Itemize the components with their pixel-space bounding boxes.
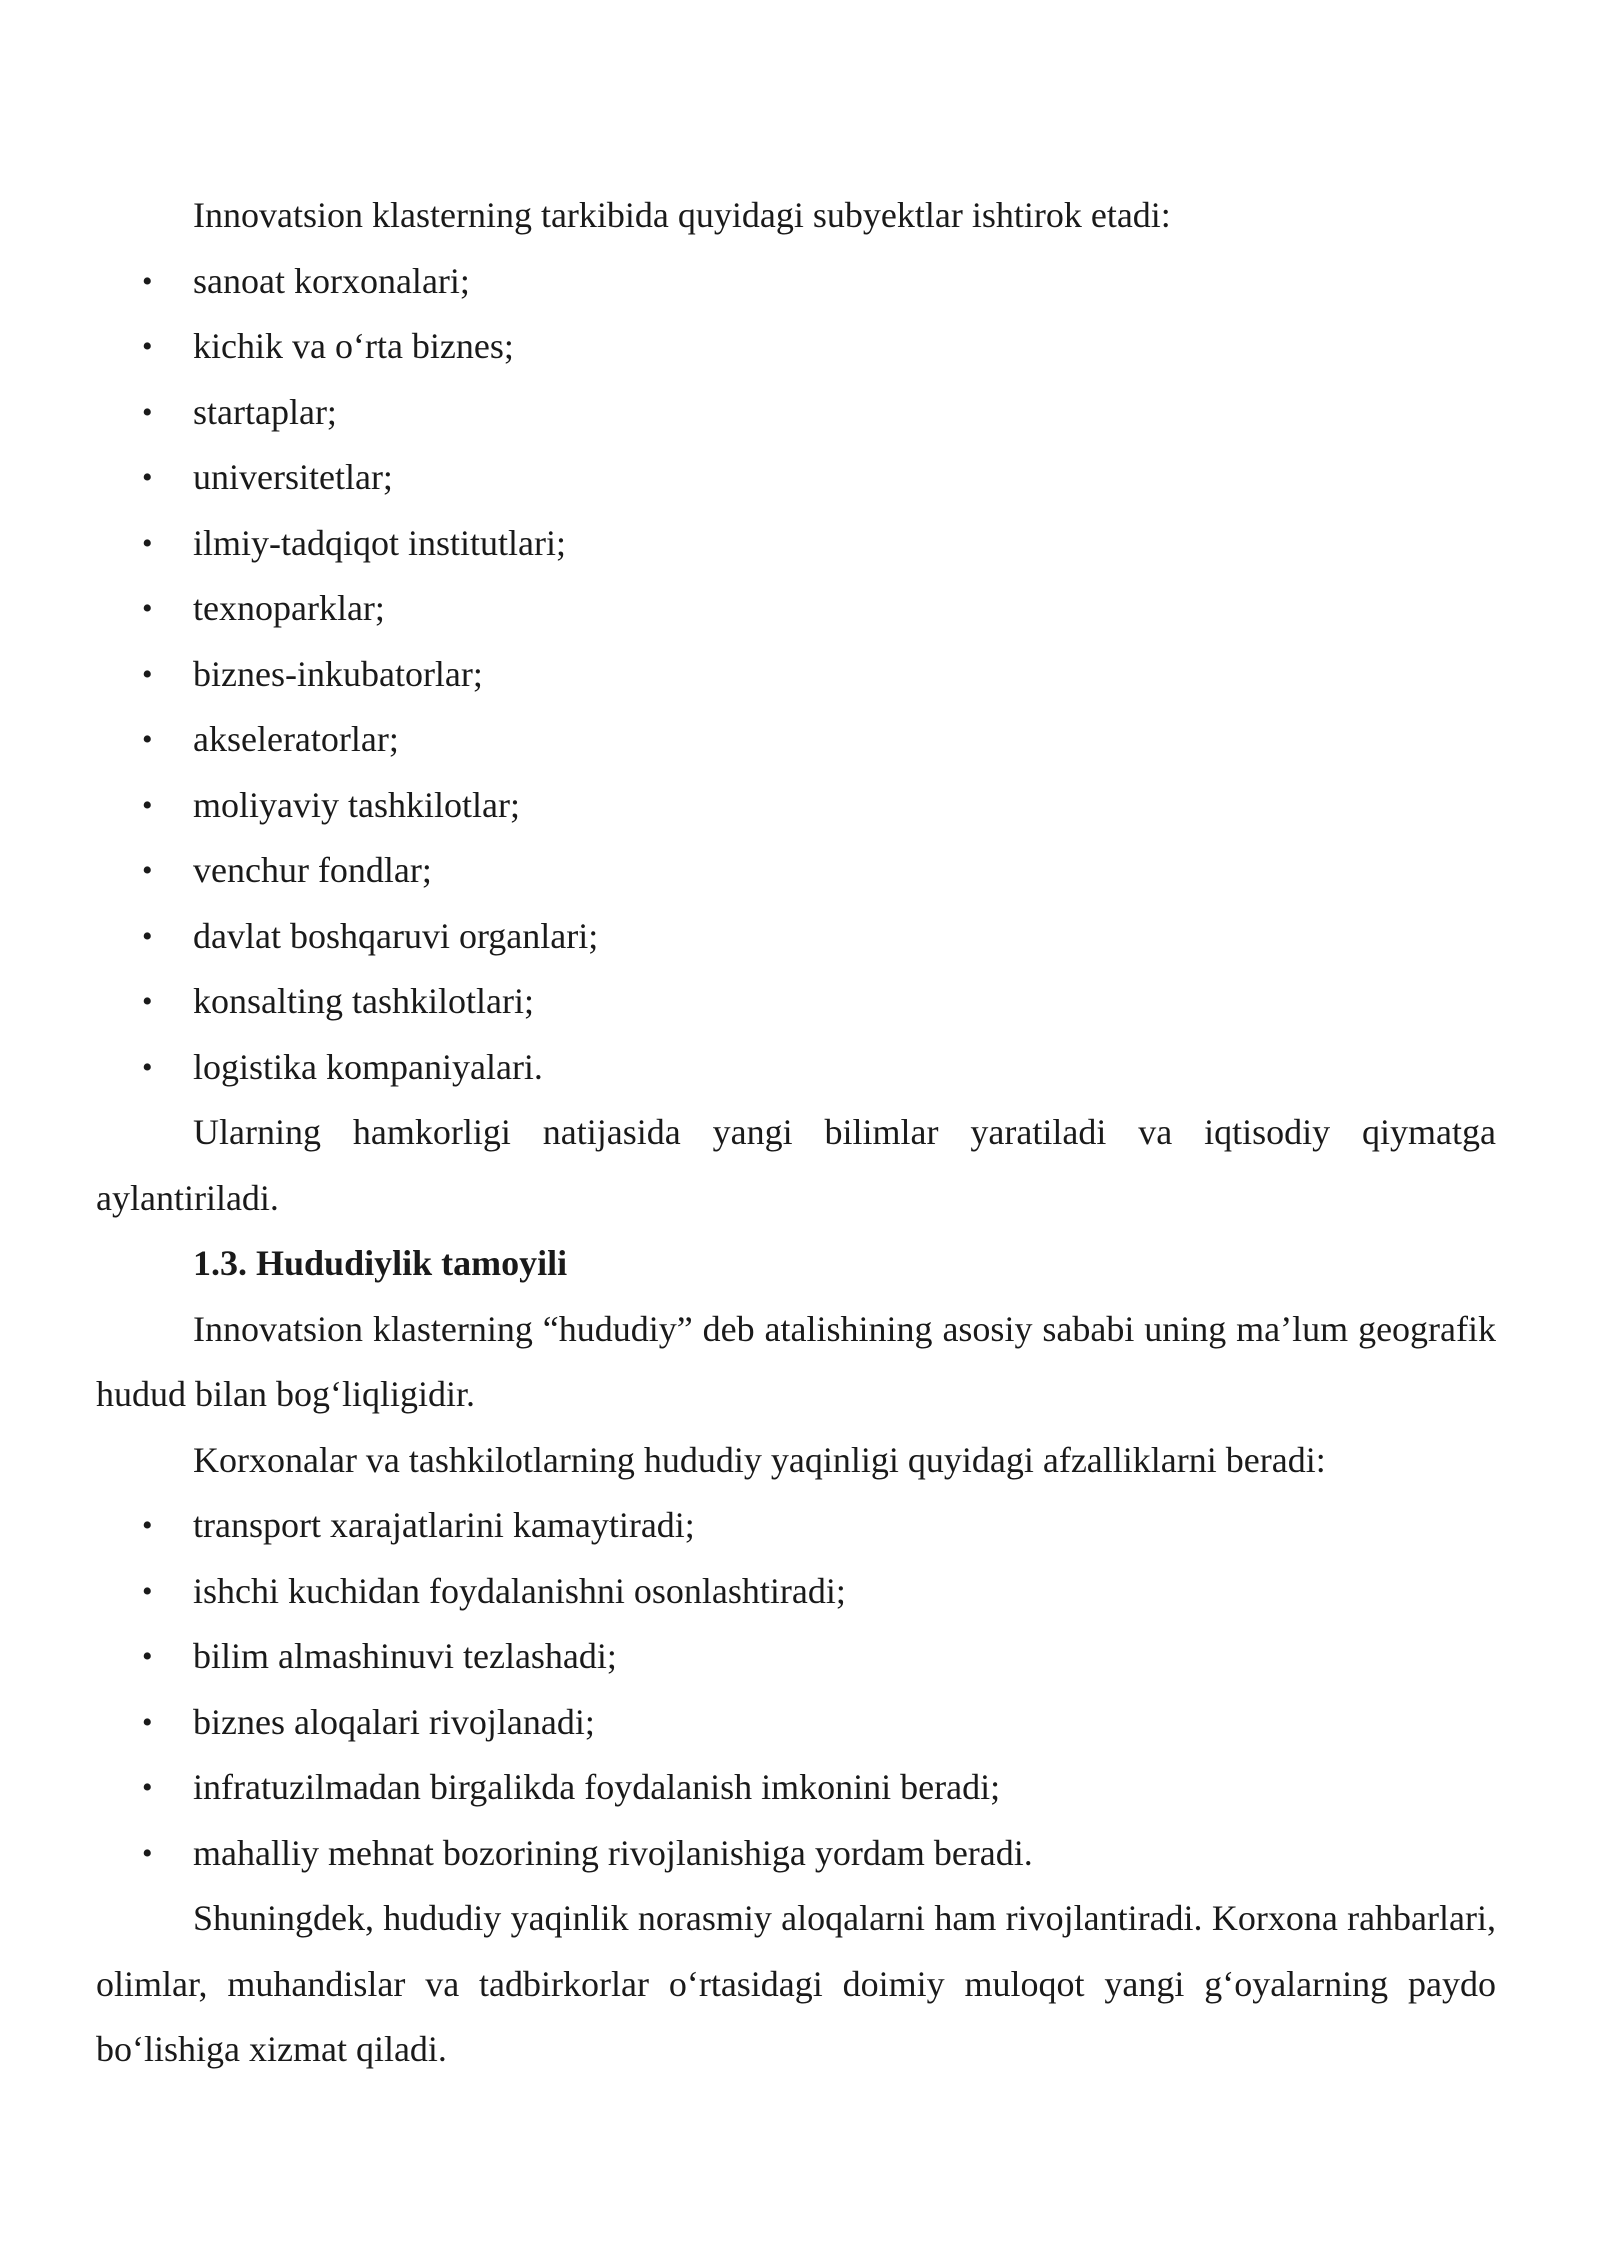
bullet-icon: • — [142, 330, 153, 363]
list-item: • biznes-inkubatorlar; — [96, 642, 1496, 708]
list-item: • infratuzilmadan birgalikda foydalanish imkonini beradi; — [96, 1755, 1496, 1821]
bullet-icon: • — [142, 264, 153, 298]
bullet-icon: • — [142, 985, 153, 1018]
document-page — [96, 183, 1496, 2083]
list-item: • texnoparklar; — [96, 576, 1496, 642]
list-item: • davlat boshqaruvi organlari; — [96, 904, 1496, 970]
list-item: • konsalting tashkilotlari; — [96, 969, 1496, 1035]
advantages-list — [96, 1493, 1496, 1886]
list-item: • ilmiy-tadqiqot institutlari; — [96, 511, 1496, 577]
list-item: • ishchi kuchidan foydalanishni osonlashtiradi; — [96, 1559, 1496, 1625]
section-heading: 1.3. Hududiylik tamoyili — [193, 1243, 568, 1283]
list-item: • logistika kompaniyalari. — [96, 1035, 1496, 1101]
bullet-icon: • — [142, 919, 153, 953]
list-item: • venchur fondlar; — [96, 838, 1496, 904]
bullet-icon: • — [142, 657, 153, 691]
conclusion-paragraph: Ularning hamkorligi natijasida yangi bilimlar yaratiladi va iqtisodiy qiymatga aylantiriladi. — [96, 1112, 1496, 1218]
list-item: • biznes aloqalari rivojlanadi; — [96, 1690, 1496, 1756]
list-item: • mahalliy mehnat bozorining rivojlanishiga yordam beradi. — [96, 1821, 1496, 1887]
bullet-icon: • — [142, 788, 153, 822]
bullet-icon: • — [142, 854, 153, 887]
list-item: • startaplar; — [96, 380, 1496, 446]
bullet-icon: • — [142, 526, 153, 560]
list-item: • universitetlar; — [96, 445, 1496, 511]
participants-list — [96, 249, 1496, 1101]
list-item: • kichik va o‘rta biznes; — [96, 314, 1496, 380]
bullet-icon: • — [142, 1509, 153, 1542]
advantages-intro-paragraph: Korxonalar va tashkilotlarning hududiy yaqinligi quyidagi afzalliklarni beradi: — [193, 1439, 1326, 1480]
intro-paragraph: Innovatsion klasterning tarkibida quyidagi subyektlar ishtirok etadi: — [193, 195, 1171, 235]
list-item: • moliyaviy tashkilotlar; — [96, 773, 1496, 839]
list-item: • transport xarajatlarini kamaytiradi; — [96, 1493, 1496, 1559]
regional-paragraph: Innovatsion klasterning “hududiy” deb atalishining asosiy sababi uning ma’lum geografik hudud bilan bog‘liqligidir. — [96, 1308, 1496, 1414]
list-item: • akseleratorlar; — [96, 707, 1496, 773]
bullet-icon: • — [142, 1836, 153, 1870]
bullet-icon: • — [142, 1050, 153, 1084]
bullet-icon: • — [142, 1705, 153, 1739]
list-item: • sanoat korxonalari; — [96, 249, 1496, 315]
bullet-icon: • — [142, 592, 153, 625]
bullet-icon: • — [142, 1771, 153, 1804]
bullet-icon: • — [142, 1640, 153, 1673]
bullet-icon: • — [142, 723, 153, 756]
closing-paragraph: Shuningdek, hududiy yaqinlik norasmiy aloqalarni ham rivojlantiradi. Korxona rahbarlari, olimlar, muhandislar va tadbirkorlar o‘rtasidagi doimiy muloqot yangi g‘oyalarning paydo bo‘lishiga xizmat qiladi. — [96, 1898, 1496, 2069]
bullet-icon: • — [142, 395, 153, 429]
bullet-icon: • — [142, 1574, 153, 1608]
list-item: • bilim almashinuvi tezlashadi; — [96, 1624, 1496, 1690]
bullet-icon: • — [142, 461, 153, 494]
